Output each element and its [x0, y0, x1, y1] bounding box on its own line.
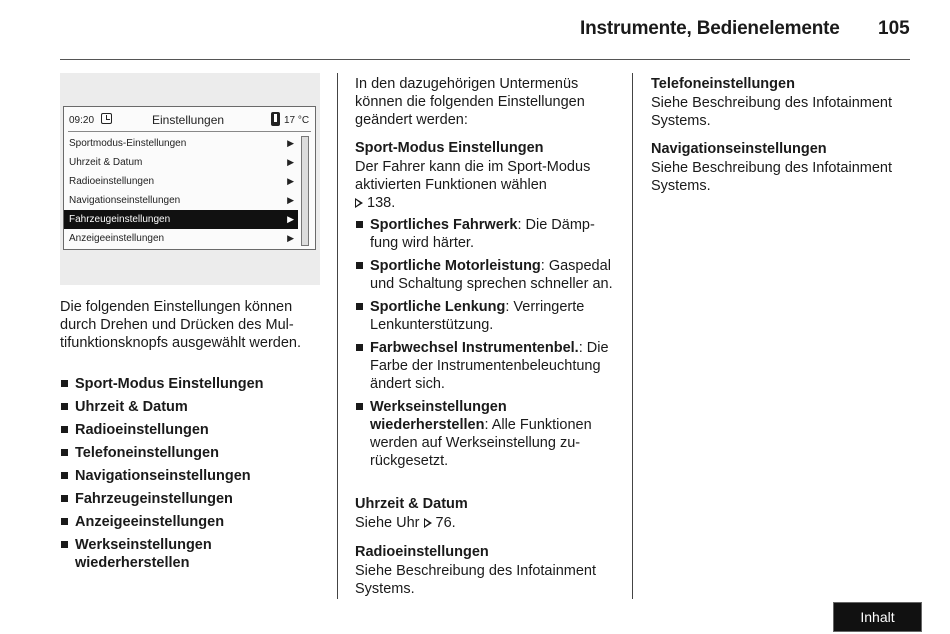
- screen-menu-item-label: Anzeigeeinstellungen: [69, 233, 165, 244]
- screen-menu-item-label: Sportmodus-Einstellungen: [69, 138, 187, 149]
- screen-menu-item: [64, 134, 298, 153]
- screen-menu-item-label: Uhrzeit & Datum: [69, 157, 143, 168]
- arrow-right-icon: ▶: [287, 195, 294, 205]
- time-text: [355, 514, 623, 532]
- list-item: Navigationseinstellungen: [60, 467, 325, 485]
- bullet-desc: : Alle Funktionen werden auf Werkseinstellung zurückgesetzt.: [370, 417, 592, 469]
- list-item: [355, 216, 617, 252]
- arrow-right-icon: ▶: [287, 176, 294, 186]
- arrow-right-icon: ▶: [287, 138, 294, 148]
- nav-text: Siehe Beschreibung des Infotainment Systems.: [651, 160, 893, 194]
- phone-heading: Telefoneinstellungen: [651, 76, 795, 92]
- arrow-right-icon: ▶: [287, 214, 294, 224]
- col1-intro: Die folgenden Einstellungen können durch Drehen und Drücken des Multifunktionsknopfs ausgewählt werden.: [60, 299, 302, 351]
- page-number: 105: [878, 18, 910, 39]
- list-item: Uhrzeit & Datum: [60, 398, 325, 416]
- time-heading: Uhrzeit & Datum: [355, 496, 468, 512]
- list-item: Werkseinstellungen wiederherstellen: [60, 536, 250, 572]
- bullet-term: Sportliche Motorleistung: [370, 258, 541, 274]
- radio-text: Siehe Beschreibung des Infotainment Systems.: [355, 563, 597, 597]
- bullet-desc: : Die Farbe der Instrumentenbeleuchtung ändert sich.: [370, 340, 609, 392]
- nav-heading: Navigationseinstellungen: [651, 141, 827, 157]
- thermometer-icon: [271, 112, 280, 126]
- screen-menu-item-label: Radioeinstellungen: [69, 176, 155, 187]
- bullet-term: Werkseinstellungen wiederherstellen: [370, 399, 507, 433]
- inhalt-button[interactable]: Inhalt: [833, 602, 922, 632]
- list-item: Sport-Modus Einstellungen: [60, 375, 325, 393]
- phone-text: Siehe Beschreibung des Infotainment Systems.: [651, 95, 893, 129]
- list-item: [355, 298, 617, 334]
- bullet-term: Sportliche Lenkung: [370, 299, 506, 315]
- screen-menu-item-label: Navigationseinstellungen: [69, 195, 181, 206]
- screen-menu-item: [64, 229, 298, 248]
- column-divider-1: [337, 73, 338, 599]
- list-item: [355, 398, 617, 470]
- page-title: Instrumente, Bedienelemente: [580, 18, 840, 39]
- screen-divider: [68, 131, 311, 132]
- screen-menu-item: [64, 153, 298, 172]
- bullet-term: Sportliches Fahrwerk: [370, 217, 518, 233]
- screen-title: Einstellungen: [152, 113, 225, 127]
- list-item: Radioeinstellungen: [60, 421, 325, 439]
- list-item: [355, 339, 617, 393]
- arrow-right-icon: ▶: [287, 233, 294, 243]
- screen-temperature: 17 °C: [284, 115, 310, 126]
- page-reference-icon: [424, 518, 432, 528]
- list-item: Telefoneinstellungen: [60, 444, 325, 462]
- sport-text-body: Der Fahrer kann die im Sport-Modus aktivierten Funktionen wählen: [355, 159, 591, 193]
- clock-icon: [101, 113, 112, 124]
- settings-list: [60, 375, 325, 572]
- page-reference-icon: [355, 198, 363, 208]
- arrow-right-icon: ▶: [287, 157, 294, 167]
- screen-menu-item: [64, 172, 298, 191]
- screen-menu-item: [64, 191, 298, 210]
- radio-heading: Radioeinstellungen: [355, 544, 489, 560]
- sport-page-ref: 138.: [367, 195, 396, 211]
- bullet-term: Farbwechsel Instrumentenbel.: [370, 340, 579, 356]
- screen-scrollbar: [301, 136, 309, 246]
- bullet-desc: : Gaspedal und Schaltung sprechen schneller an.: [370, 258, 613, 292]
- bullet-desc: : Verringerte Lenkunterstützung.: [370, 299, 585, 333]
- screen-menu-list: [64, 134, 296, 248]
- sport-text: [355, 158, 623, 212]
- list-item: Anzeigeeinstellungen: [60, 513, 325, 531]
- time-text-body: Siehe Uhr: [355, 515, 420, 531]
- header-divider: [60, 59, 910, 60]
- time-page-ref: 76.: [435, 515, 456, 531]
- screen-menu-item-label: Fahrzeugeinstellungen: [69, 214, 171, 225]
- settings-screen: [63, 106, 316, 250]
- screen-time: 09:20: [69, 115, 95, 126]
- sport-heading: Sport-Modus Einstellungen: [355, 140, 544, 156]
- bullet-desc: : Die Dämpfung wird härter.: [370, 217, 595, 251]
- list-item: [355, 257, 617, 293]
- list-item: Fahrzeugeinstellungen: [60, 490, 325, 508]
- sport-options-list: [355, 216, 617, 470]
- column-divider-2: [632, 73, 633, 599]
- col2-intro: In den dazugehörigen Untermenüs können die folgenden Einstellungen geändert werden:: [355, 76, 585, 128]
- screen-menu-item-selected: [64, 210, 298, 229]
